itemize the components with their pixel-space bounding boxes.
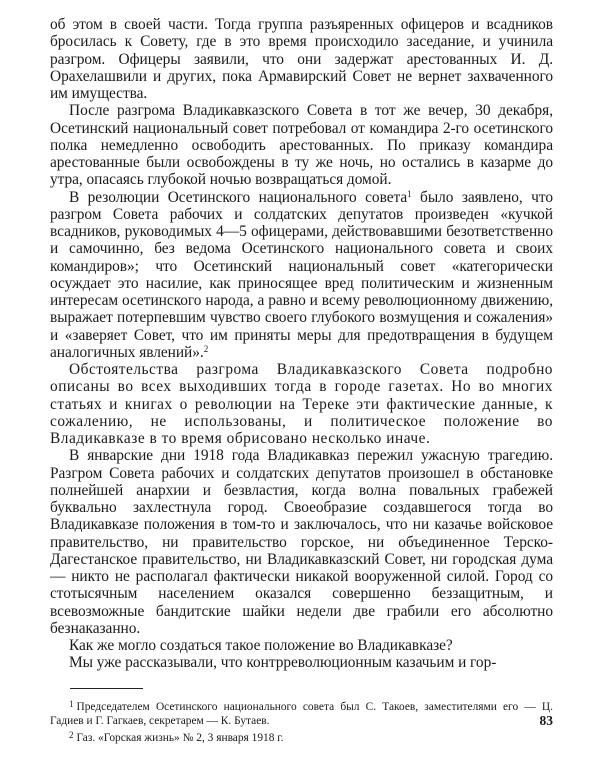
paragraph-p6 xyxy=(50,654,553,671)
paragraph-text: После разгрома Владикавказского Совета в тот же вечер, 30 декабря, Осетинский национальный совет потребовал от командира 2-го осетинского полка немедленно освободить арестованных. По приказу командира арестованные были освобождены в ту же ночь, но остались в казарме до утра, опасаясь глубокой ночью возвращаться домой. xyxy=(50,102,553,189)
footnote-text: Председателем Осетинского национального совета был С. Такоев, заместителями его — Ц. Гадиев и Г. Гагкаев, секретарем — К. Бутаев. xyxy=(50,700,553,727)
footnote-divider xyxy=(70,688,143,689)
book-page xyxy=(50,16,553,756)
footnote-reference: 2 xyxy=(203,343,209,354)
footnote-mark: 1 xyxy=(69,698,74,709)
paragraph-p0 xyxy=(50,16,553,102)
paragraph-p4 xyxy=(50,447,553,637)
footnote-mark: 2 xyxy=(69,729,74,740)
paragraph-text: В резолюции Осетинского национального совета xyxy=(69,188,408,206)
footnote-reference: 1 xyxy=(407,188,412,199)
paragraph-p5 xyxy=(50,637,553,654)
paragraph-text: В январские дни 1918 года Владикавказ пережил ужасную трагедию. Разгром Совета рабочих и солдатских депутатов произошел в обстановке полнейшей анархии и безвластия, когда волна повальных грабежей буквально захлестнула город. Своеобразие создавшегося тогда во Владикавказе положения в том-то и заключалось, что ни казачье войсковое правительство, ни правительство горское, ни объединенное Терско-Дагестанское правительство, ни Владикавказский Совет, ни городская дума — никто не располагал фактически никакой вооруженной силой. Город со стотысячным населением оказался совершенно беззащитным, и всевозможные бандитские шайки недели две грабили его абсолютно безнаказанно. xyxy=(50,447,553,637)
paragraph-text: было заявлено, что разгром Совета рабочих и солдатских депутатов произведен «кучкой всадников, руководимых 4—5 офицерами, действовавшими безответственно и самочинно, без ведома Осетинского национального совета и своих командиров»; что Осетинский национальный совет «категорически осуждает это насилие, как приносящее вред политическим и жизненным интересам осетинского народа, а равно и всему революционному движению, выражает потерпевшим чувство своего глубокого возмущения и сожаления» и «заверяет Совет, что им приняты меры для предотвращения в будущем аналогичных явлений». xyxy=(50,188,553,361)
paragraph-text: Обстоятельства разгрома Владикавказского Совета подробно описаны во всех выходивших тогда в городе газетах. Но во многих статьях и книгах о революции на Тереке эти фактические данные, к сожалению, не использованы, и политическое положение во Владикавказе в то время обрисовано несколько иначе. xyxy=(50,361,553,447)
paragraph-p2 xyxy=(50,189,553,362)
footnotes xyxy=(50,697,553,746)
paragraph-text: об этом в своей части. Тогда группа разъяренных офицеров и всадников бросилась к Совету, где в это время происходило заседание, и учинила разгром. Офицеры заявили, что они задержат арестованных И. Д. Орахелашвили и других, пока Армавирский Совет не вернет захваченного им имущества. xyxy=(50,16,553,102)
main-text xyxy=(50,16,553,672)
paragraph-p1 xyxy=(50,102,553,188)
page-number: 83 xyxy=(539,713,553,728)
paragraph-text: Мы уже рассказывали, что контрреволюционным казачьим и гор- xyxy=(69,654,497,672)
footnote xyxy=(50,728,553,745)
paragraph-p3 xyxy=(50,361,553,447)
footnote xyxy=(50,697,553,728)
footnote-text: Газ. «Горская жизнь» № 2, 3 января 1918 г. xyxy=(76,731,284,744)
paragraph-text: Как же могло создаться такое положение во Владикавказе? xyxy=(69,637,453,654)
